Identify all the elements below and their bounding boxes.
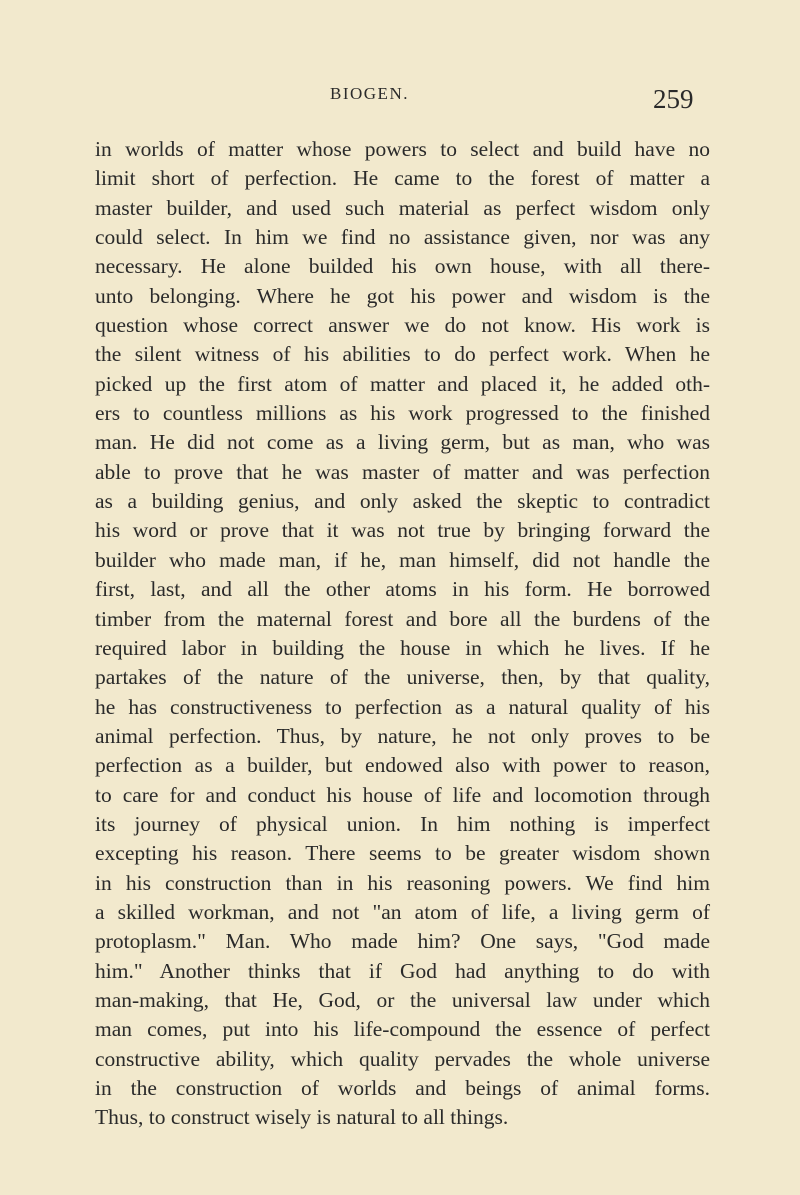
text-line: master builder, and used such material as perfect wisdom only — [95, 195, 710, 220]
text-line: could select. In him we find no assistance given, nor was any — [95, 225, 710, 250]
text-line: perfection as a builder, but endowed also with power to reason, — [95, 753, 710, 778]
text-line: him." Another thinks that if God had anything to do with — [95, 958, 710, 983]
text-line: unto belonging. Where he got his power and wisdom is the — [95, 283, 710, 308]
text-line: limit short of perfection. He came to the forest of matter a — [95, 166, 710, 191]
text-line: timber from the maternal forest and bore all the burdens of the — [95, 606, 710, 631]
text-line: as a building genius, and only asked the skeptic to contradict — [95, 489, 710, 514]
text-line: partakes of the nature of the universe, then, by that quality, — [95, 665, 710, 690]
text-line: required labor in building the house in which he lives. If he — [95, 635, 710, 660]
body-text — [95, 135, 710, 1133]
text-line: necessary. He alone builded his own house, with all there- — [95, 254, 710, 279]
text-line: animal perfection. Thus, by nature, he not only proves to be — [95, 723, 710, 748]
text-line: in the construction of worlds and beings of animal forms. — [95, 1076, 710, 1100]
text-line: Thus, to construct wisely is natural to all things. — [95, 1105, 509, 1130]
text-line: man comes, put into his life-compound the essence of perfect — [95, 1017, 710, 1042]
text-line: ers to countless millions as his work progressed to the finished — [95, 401, 710, 426]
text-line: constructive ability, which quality pervades the whole universe — [95, 1046, 710, 1071]
text-line: a skilled workman, and not "an atom of life, a living germ of — [95, 899, 710, 924]
text-line: man-making, that He, God, or the universal law under which — [95, 987, 710, 1012]
text-line: in worlds of matter whose powers to select and build have no — [95, 137, 710, 161]
text-line: in his construction than in his reasoning powers. We find him — [95, 870, 710, 895]
text-line: able to prove that he was master of matter and was perfection — [95, 459, 710, 484]
text-line: he has constructiveness to perfection as a natural quality of his — [95, 694, 710, 719]
text-line: picked up the first atom of matter and placed it, he added oth- — [95, 371, 710, 396]
text-line: to care for and conduct his house of life and locomotion through — [95, 782, 710, 807]
text-line: the silent witness of his abilities to do perfect work. When he — [95, 342, 710, 367]
text-line: protoplasm." Man. Who made him? One says, "God made — [95, 929, 710, 954]
page-number: 259 — [653, 84, 694, 114]
text-line: excepting his reason. There seems to be greater wisdom shown — [95, 841, 710, 866]
text-line: question whose correct answer we do not know. His work is — [95, 313, 710, 338]
text-line: his word or prove that it was not true by bringing forward the — [95, 518, 710, 543]
text-line: its journey of physical union. In him nothing is imperfect — [95, 811, 710, 836]
text-line: man. He did not come as a living germ, but as man, who was — [95, 430, 710, 455]
page-header — [0, 84, 800, 114]
text-line: first, last, and all the other atoms in his form. He borrowed — [95, 577, 710, 602]
text-line: builder who made man, if he, man himself, did not handle the — [95, 547, 710, 572]
running-head: BIOGEN. — [330, 84, 409, 103]
